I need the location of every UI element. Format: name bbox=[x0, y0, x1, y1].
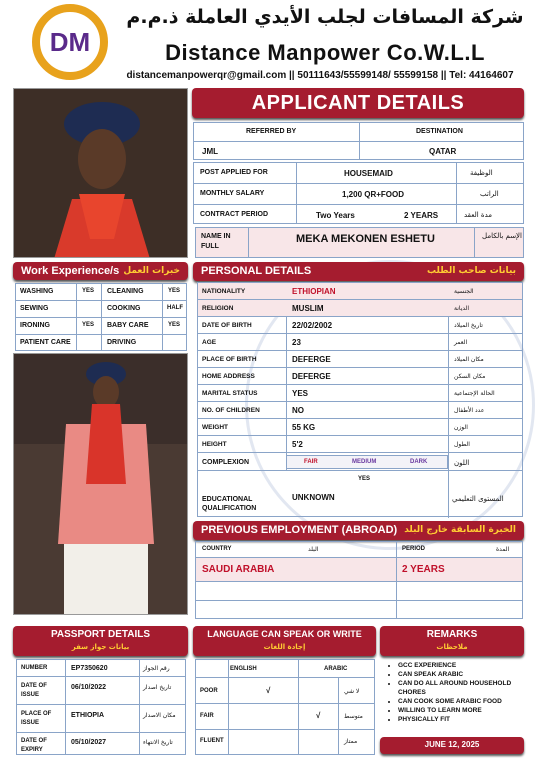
personal-details-table bbox=[197, 282, 523, 517]
english-column-label: ENGLISH bbox=[230, 666, 257, 672]
applicant-full-body-photo bbox=[13, 353, 188, 615]
company-contacts: distancemanpowerqr@gmail.com || 50111643/55599148/ 55599158 || Tel: 44164607 bbox=[126, 70, 514, 81]
applicant-details-title: APPLICANT DETAILS bbox=[192, 88, 524, 118]
home-address-value: DEFERGE bbox=[292, 372, 331, 381]
country-label: COUNTRY bbox=[202, 546, 232, 552]
education-label: EDUCATIONAL QUALIFICATION bbox=[202, 496, 257, 512]
complexion-dark: DARK bbox=[410, 459, 428, 465]
lang-poor-english: √ bbox=[266, 686, 271, 695]
svg-text:DM: DM bbox=[49, 27, 91, 57]
skill-ironing-value: YES bbox=[82, 322, 95, 328]
lang-fluent-label: FLUENT bbox=[200, 738, 224, 744]
no-of-children-arabic: عدد الأطفال bbox=[454, 407, 485, 414]
complexion-label: COMPLEXION bbox=[202, 459, 250, 466]
nationality-label: NATIONALITY bbox=[202, 288, 246, 295]
place-of-birth-label: PLACE OF BIRTH bbox=[202, 356, 257, 363]
personal-row bbox=[198, 334, 522, 351]
personal-details-header: PERSONAL DETAILS بيانات صاحب الطلب bbox=[193, 262, 524, 281]
marital-status-label: MARITAL STATUS bbox=[202, 390, 258, 397]
passport-number-value: EP7350620 bbox=[71, 665, 108, 672]
full-name-value: MEKA MEKONEN ESHETU bbox=[296, 233, 435, 245]
lang-fair-arabic: √ bbox=[316, 711, 321, 720]
monthly-salary-arabic: الراتب bbox=[480, 190, 499, 198]
full-name-label: NAME IN FULL bbox=[201, 233, 231, 250]
contract-period-arabic: مدة العقد bbox=[464, 211, 492, 219]
religion-label: RELIGION bbox=[202, 305, 234, 312]
language-table bbox=[195, 659, 375, 755]
home-address-arabic: مكان السكن bbox=[454, 373, 486, 380]
work-experience-table bbox=[15, 283, 187, 351]
skill-washing-value: YES bbox=[82, 288, 95, 294]
job-table bbox=[193, 162, 524, 224]
age-value: 23 bbox=[292, 338, 301, 347]
height-label: HEIGHT bbox=[202, 441, 227, 448]
remark-item: • CAN DO ALL AROUND HOUSEHOLD CHORES bbox=[398, 679, 522, 697]
expiry-date-arabic: تاريخ الانتهاء bbox=[143, 739, 173, 746]
expiry-date-label: DATE OF EXPIRY bbox=[21, 738, 47, 753]
religion-arabic: الديانة bbox=[454, 305, 470, 312]
skill-babycare-label: BABY CARE bbox=[107, 322, 149, 329]
marital-status-value: YES bbox=[292, 389, 309, 398]
contract-period-value: Two Years bbox=[316, 211, 355, 220]
skill-babycare-value: YES bbox=[168, 322, 181, 328]
passport-number-label: NUMBER bbox=[21, 665, 48, 671]
issue-date-value: 06/10/2022 bbox=[71, 684, 107, 691]
nationality-arabic: الجنسية bbox=[454, 288, 474, 295]
remarks-list bbox=[388, 661, 522, 724]
personal-row bbox=[198, 300, 522, 317]
issue-place-arabic: مكان الاصدار bbox=[143, 712, 176, 719]
skill-driving-label: DRIVING bbox=[107, 339, 137, 346]
complexion-medium: MEDIUM bbox=[352, 459, 377, 465]
marital-status-arabic: الحالة الإجتماعية bbox=[454, 390, 495, 397]
skill-cleaning-value: YES bbox=[168, 288, 181, 294]
skill-patientcare-label: PATIENT CARE bbox=[20, 339, 71, 346]
previous-period-value: 2 YEARS bbox=[402, 564, 445, 575]
education-arabic: المستوى التعليمي bbox=[452, 495, 504, 503]
destination-value: QATAR bbox=[429, 147, 457, 156]
remark-item: • PHYSICALLY FIT bbox=[398, 715, 522, 724]
remark-item: • CAN SPEAK ARABIC bbox=[398, 670, 522, 679]
complexion-arabic: اللون bbox=[454, 459, 470, 467]
height-arabic: الطول bbox=[454, 441, 470, 448]
home-address-label: HOME ADDRESS bbox=[202, 373, 255, 380]
language-header: LANGUAGE CAN SPEAK OR WRITE إجادة اللغات bbox=[193, 626, 376, 656]
nationality-value: ETHIOPIAN bbox=[292, 287, 336, 296]
skill-ironing-label: IRONING bbox=[20, 322, 50, 329]
skill-cooking-value: HALF bbox=[167, 305, 183, 311]
remarks-header: REMARKS ملاحظات bbox=[380, 626, 524, 656]
complexion-fair: FAIR bbox=[304, 459, 318, 465]
post-applied-label: POST APPLIED FOR bbox=[200, 169, 268, 176]
skill-sewing-label: SEWING bbox=[20, 305, 49, 312]
no-of-children-label: NO. OF CHILDREN bbox=[202, 407, 260, 414]
no-of-children-value: NO bbox=[292, 406, 304, 415]
period-label: PERIOD bbox=[402, 546, 426, 552]
passport-table bbox=[16, 659, 186, 755]
period-arabic: المدة bbox=[496, 546, 510, 553]
weight-arabic: الوزن bbox=[454, 424, 468, 431]
age-label: AGE bbox=[202, 339, 217, 346]
date-of-birth-value: 22/02/2002 bbox=[292, 321, 333, 330]
previous-employment-header: PREVIOUS EMPLOYMENT (ABROAD) الخبرة السابقة خارج البلد bbox=[193, 521, 524, 540]
full-name-box bbox=[195, 227, 524, 258]
contract-period-years: 2 YEARS bbox=[404, 211, 439, 220]
skill-cooking-label: COOKING bbox=[107, 305, 141, 312]
personal-row bbox=[198, 419, 522, 436]
monthly-salary-value: 1,200 QR+FOOD bbox=[342, 190, 405, 199]
remark-item: • GCC EXPERIENCE bbox=[398, 661, 522, 670]
issue-place-value: ETHIOPIA bbox=[71, 712, 105, 719]
date-of-birth-arabic: تاريخ الميلاد bbox=[454, 322, 483, 329]
passport-number-arabic: رقم الجواز bbox=[143, 665, 170, 672]
referral-table bbox=[193, 122, 524, 160]
place-of-birth-arabic: مكان الميلاد bbox=[454, 356, 484, 363]
remark-item: • CAN COOK SOME ARABIC FOOD bbox=[398, 697, 522, 706]
complexion-mark: YES bbox=[358, 476, 371, 482]
monthly-salary-label: MONTHLY SALARY bbox=[200, 190, 265, 197]
destination-label: DESTINATION bbox=[416, 128, 463, 135]
issue-place-label: PLACE OF ISSUE bbox=[21, 711, 52, 726]
place-of-birth-value: DEFERGE bbox=[292, 355, 331, 364]
referred-by-label: REFERRED BY bbox=[246, 128, 297, 135]
lang-fair-ar: متوسط bbox=[344, 713, 363, 720]
skill-washing-label: WASHING bbox=[20, 288, 54, 295]
document-date: JUNE 12, 2025 bbox=[380, 737, 524, 754]
full-name-arabic: الإسم بالكامل bbox=[482, 232, 522, 240]
weight-value: 55 KG bbox=[292, 423, 316, 432]
age-arabic: العمر bbox=[454, 339, 468, 346]
religion-value: MUSLIM bbox=[292, 304, 324, 313]
education-value: UNKNOWN bbox=[292, 493, 335, 502]
post-applied-value: HOUSEMAID bbox=[344, 169, 393, 178]
post-applied-arabic: الوظيفة bbox=[470, 169, 493, 177]
country-arabic: البلد bbox=[308, 546, 319, 553]
weight-label: WEIGHT bbox=[202, 424, 228, 431]
company-logo bbox=[30, 4, 114, 82]
company-name-english: Distance Manpower Co.W.L.L bbox=[165, 40, 485, 65]
contract-period-label: CONTRACT PERIOD bbox=[200, 211, 269, 218]
remark-item: • WILLING TO LEARN MORE bbox=[398, 706, 522, 715]
date-of-birth-label: DATE OF BIRTH bbox=[202, 322, 252, 329]
issue-date-arabic: تاريخ اصدار bbox=[143, 684, 172, 691]
lang-poor-ar: لا شي bbox=[344, 688, 360, 695]
work-experience-header: Work Experience/s خبرات العمل bbox=[13, 262, 188, 280]
referred-by-value: JML bbox=[202, 147, 218, 156]
expiry-date-value: 05/10/2027 bbox=[71, 739, 107, 746]
lang-fluent-ar: ممتاز bbox=[344, 738, 358, 745]
previous-employment-table bbox=[195, 541, 523, 619]
lang-poor-label: POOR bbox=[200, 688, 218, 694]
personal-row bbox=[198, 436, 522, 453]
applicant-portrait-photo bbox=[13, 88, 188, 258]
previous-country-value: SAUDI ARABIA bbox=[202, 564, 275, 575]
company-name-arabic: شركة المسافات لجلب الأيدي العاملة ذ.م.م bbox=[126, 6, 524, 28]
arabic-column-label: ARABIC bbox=[324, 666, 348, 672]
height-value: 5'2 bbox=[292, 440, 303, 449]
skill-cleaning-label: CLEANING bbox=[107, 288, 144, 295]
lang-fair-label: FAIR bbox=[200, 713, 214, 719]
passport-details-header: PASSPORT DETAILS بيانات جواز سفر bbox=[13, 626, 188, 656]
issue-date-label: DATE OF ISSUE bbox=[21, 683, 47, 698]
